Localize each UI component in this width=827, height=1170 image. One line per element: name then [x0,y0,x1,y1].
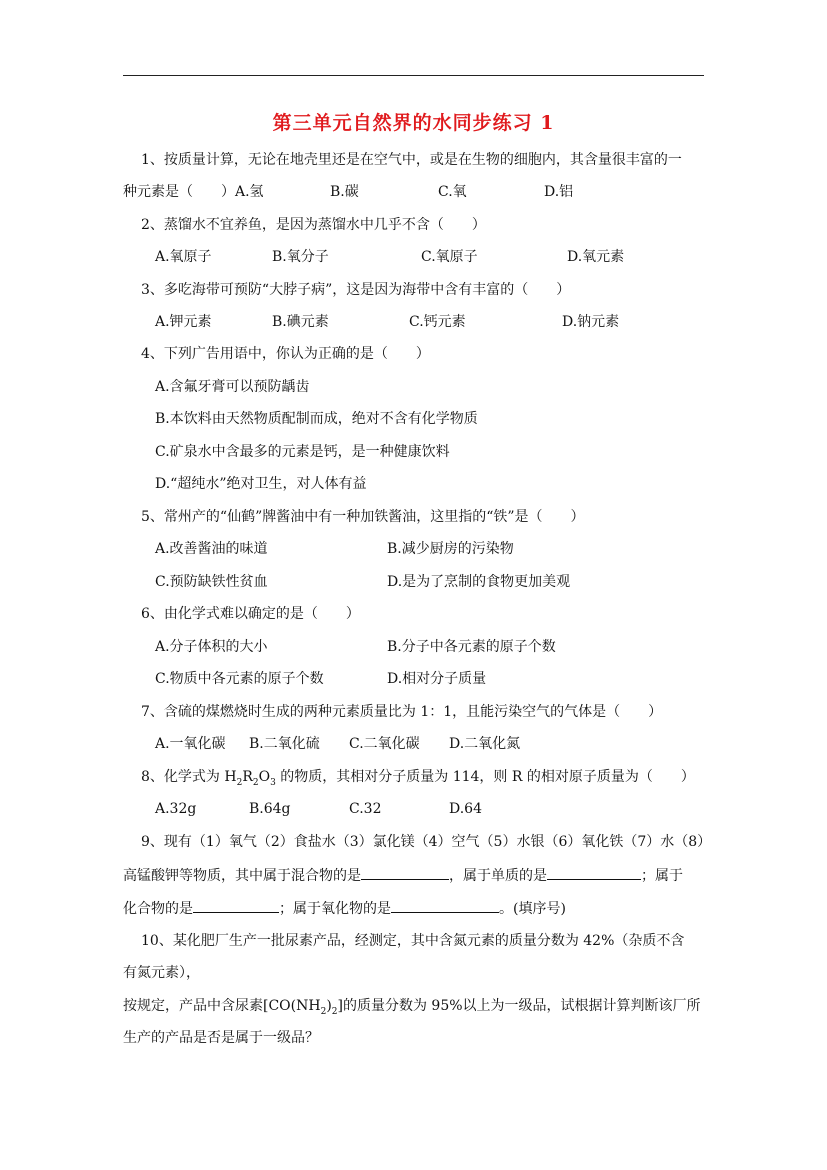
q8-option-b: B.64g [249,801,291,817]
q2-stem: 2、蒸馏水不宜养鱼，是因为蒸馏水中几乎不含（ ） [141,217,486,233]
q8-option-d: D.64 [449,801,482,817]
q1-line2: 种元素是（ ）A.氢 [123,184,264,200]
q7-stem: 7、含硫的煤燃烧时生成的两种元素质量比为 1：1，且能污染空气的气体是（ ） [141,704,663,720]
q3-option-d: D.钠元素 [562,314,620,330]
q2-option-c: C.氧原子 [421,249,478,265]
q1-option-d: D.铝 [544,184,574,200]
q6-option-a: A.分子体积的大小 [155,639,268,655]
q4-option-c: C.矿泉水中含最多的元素是钙，是一种健康饮料 [155,444,450,460]
q5-option-a: A.改善酱油的味道 [155,541,268,557]
element-answer-blank [547,865,641,880]
q3-option-a: A.钾元素 [155,314,212,330]
q4-option-d: D.“超纯水”绝对卫生，对人体有益 [155,476,367,492]
q6-stem: 6、由化学式难以确定的是（ ） [141,606,360,622]
q5-stem: 5、常州产的“仙鹤”牌酱油中有一种加铁酱油，这里指的“铁”是（ ） [141,509,585,525]
q4-stem: 4、下列广告用语中，你认为正确的是（ ） [141,346,430,362]
q9-line2: 高锰酸钾等物质，其中属于混合物的是 ，属于单质的是 ；属于 [123,865,683,886]
q1-line1: 1、按质量计算，无论在地壳里还是在空气中，或是在生物的细胞内，其含量很丰富的一 [141,152,682,168]
q1-option-c: C.氧 [438,184,467,200]
header-rule [123,75,704,76]
page-title: 第三单元自然界的水同步练习 1 [272,112,555,134]
q10-line2: 有氮元素）， [123,965,200,981]
q6-option-b: B.分子中各元素的原子个数 [387,639,556,655]
q10-line4: 生产的产品是否是属于一级品？ [123,1030,319,1046]
q4-option-b: B.本饮料由天然物质配制而成，绝对不含有化学物质 [155,411,478,427]
q3-option-c: C.钙元素 [409,314,466,330]
q2-option-b: B.氧分子 [272,249,329,265]
oxide-answer-blank [391,898,499,913]
q6-option-c: C.物质中各元素的原子个数 [155,671,324,687]
q8-option-a: A.32g [155,801,197,817]
q10-line1: 10、某化肥厂生产一批尿素产品，经测定，其中含氮元素的质量分数为 42%（杂质不含 [141,933,685,949]
q6-option-d: D.相对分子质量 [387,671,487,687]
q8-stem: 8、化学式为 $H_2R_2O_3$ 的物质，其相对分子质量为 114，则 R 的相对原子质量为（ ） [141,769,695,788]
q3-option-b: B.碘元素 [272,314,329,330]
q2-option-d: D.氧元素 [567,249,625,265]
q1-option-b: B.碳 [330,184,359,200]
mixture-answer-blank [361,865,449,880]
q9-line3: 化合物的是 ；属于氧化物的是 。(填序号) [123,898,566,919]
q2-option-a: A.氧原子 [155,249,212,265]
q7-option-b: B.二氧化硫 [249,736,320,752]
q3-stem: 3、多吃海带可预防“大脖子病”，这是因为海带中含有丰富的（ ） [141,282,571,298]
q9-line1: 9、现有（1）氧气（2）食盐水（3）氯化镁（4）空气（5）水银（6）氧化铁（7）水（8） [141,834,712,850]
q7-option-d: D.二氧化氮 [449,736,521,752]
q10-line3: 按规定，产品中含尿素$[CO(NH_2)_2]$的质量分数为 95%以上为一级品，试根据计算判断该厂所 [123,998,701,1017]
q8-option-c: C.32 [349,801,382,817]
compound-answer-blank [193,898,279,913]
q7-option-a: A.一氧化碳 [155,736,226,752]
q4-option-a: A.含氟牙膏可以预防龋齿 [155,379,310,395]
q7-option-c: C.二氧化碳 [349,736,420,752]
q5-option-b: B.减少厨房的污染物 [387,541,514,557]
q5-option-c: C.预防缺铁性贫血 [155,574,268,590]
q5-option-d: D.是为了烹制的食物更加美观 [387,574,571,590]
